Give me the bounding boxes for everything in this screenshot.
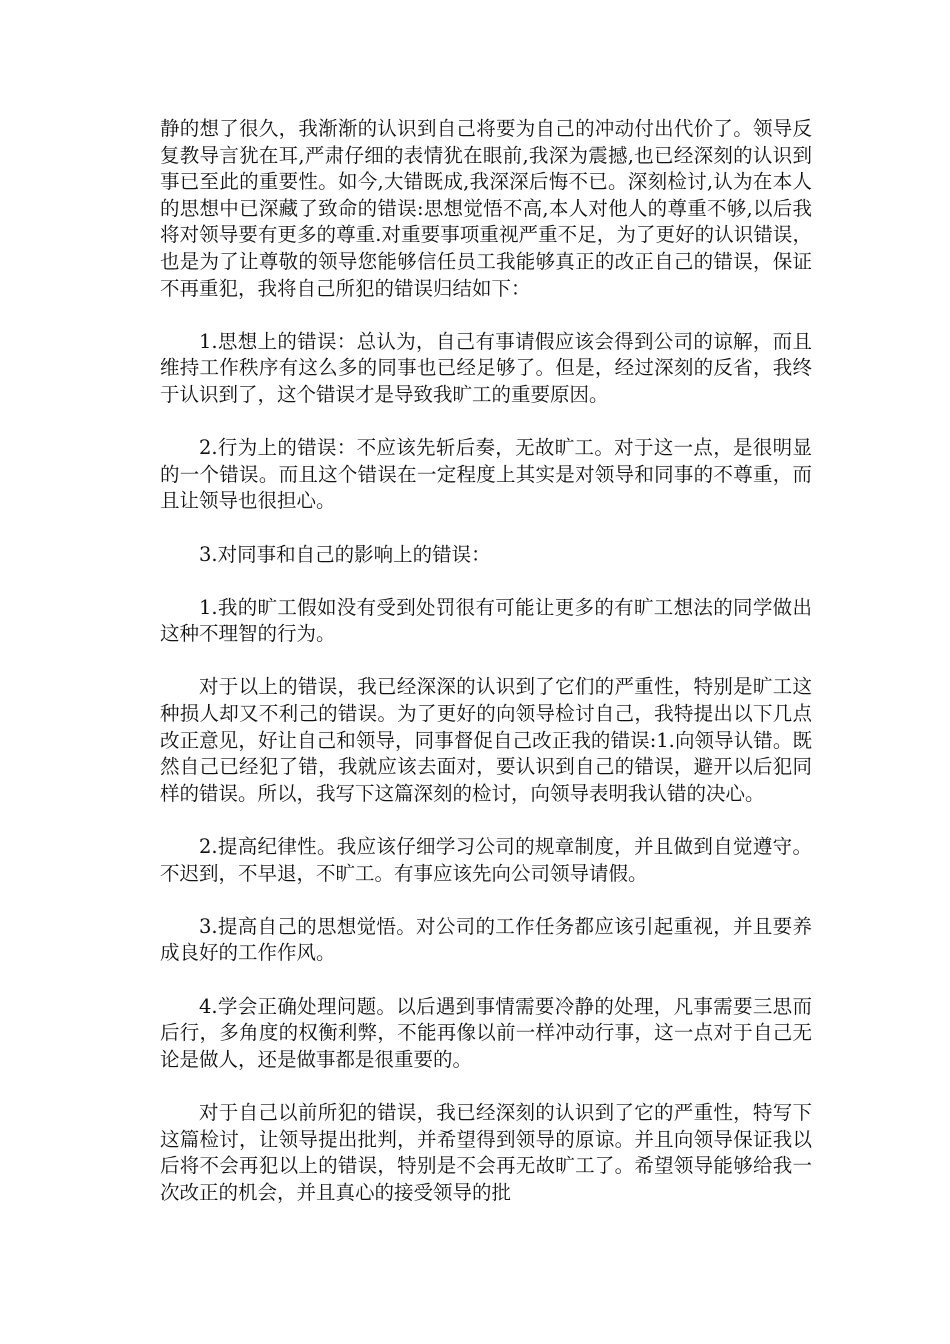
paragraph-awareness: 3.提高自己的思想觉悟。对公司的工作任务都应该引起重视，并且要养成良好的工作作风。 (160, 914, 812, 965)
document-body (160, 116, 812, 1206)
paragraph-thought-error: 1.思想上的错误：总认为，自己有事请假应该会得到公司的谅解，而且维持工作秩序有这么多的同事也已经足够了。但是，经过深刻的反省，我终于认识到了，这个错误才是导致我旷工的重要原因。 (160, 329, 812, 406)
paragraph-intro: 静的想了很久，我渐渐的认识到自己将要为自己的冲动付出代价了。领导反复教导言犹在耳,严肃仔细的表情犹在眼前,我深为震撼,也已经深刻的认识到事已至此的重要性。如今,大错既成,我深深后悔不已。深刻检讨,认为在本人的思想中已深藏了致命的错误:思想觉悟不高,本人对他人的尊重不够,以后我将对领导要有更多的尊重.对重要事项重视严重不足，为了更好的认识错误，也是为了让尊敬的领导您能够信任员工我能够真正的改正自己的错误，保证不再重犯，我将自己所犯的错误归结如下： (160, 117, 812, 300)
paragraph-influence-item: 1.我的旷工假如没有受到处罚很有可能让更多的有旷工想法的同学做出这种不理智的行为。 (160, 595, 812, 646)
paragraph-discipline: 2.提高纪律性。我应该仔细学习公司的规章制度，并且做到自觉遵守。不迟到，不早退，不旷工。有事应该先向公司领导请假。 (160, 835, 812, 885)
paragraph-correction-intro: 对于以上的错误，我已经深深的认识到了它们的严重性，特别是旷工这种损人却又不利己的错误。为了更好的向领导检讨自己，我特提出以下几点改正意见，好让自己和领导，同事督促自己改正我的错误:1.向领导认错。既然自己已经犯了错，我就应该去面对，要认识到自己的错误，避开以后犯同样的错误。所以，我写下这篇深刻的检讨，向领导表明我认错的决心。 (160, 675, 812, 805)
paragraph-conclusion: 对于自己以前所犯的错误，我已经深刻的认识到了它的严重性，特写下这篇检讨，让领导提出批判，并希望得到领导的原谅。并且向领导保证我以后将不会再犯以上的错误，特别是不会再无故旷工了。希望领导能够给我一次改正的机会，并且真心的接受领导的批 (160, 1100, 812, 1204)
paragraph-behavior-error: 2.行为上的错误：不应该先斩后奏，无故旷工。对于这一点，是很明显的一个错误。而且这个错误在一定程度上其实是对领导和同事的不尊重，而且让领导也很担心。 (160, 436, 812, 513)
paragraph-influence-heading: 3.对同事和自己的影响上的错误： (199, 542, 491, 566)
paragraph-problem-handling: 4.学会正确处理问题。以后遇到事情需要冷静的处理，凡事需要三思而后行，多角度的权衡利弊，不能再像以前一样冲动行事，这一点对于自己无论是做人，还是做事都是很重要的。 (160, 994, 812, 1071)
